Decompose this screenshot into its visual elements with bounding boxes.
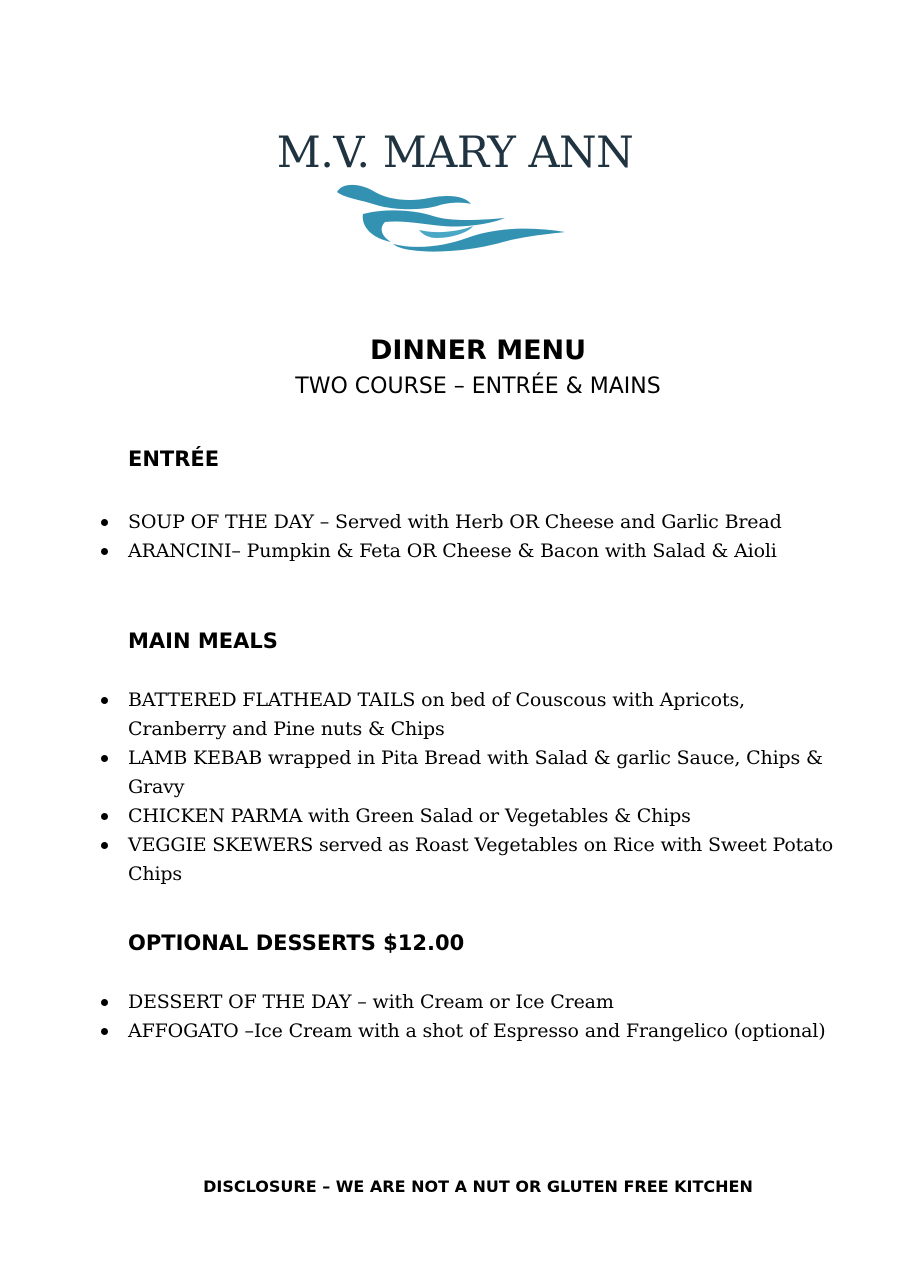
bullet-icon [101, 519, 108, 526]
desserts-list [128, 988, 840, 1046]
list-item [128, 537, 840, 566]
bullet-icon [101, 999, 108, 1006]
list-item [128, 988, 840, 1017]
bullet-icon [101, 548, 108, 555]
list-item [128, 802, 840, 831]
menu-item-text: CHICKEN PARMA with Green Salad or Vegetables & Chips [128, 805, 691, 827]
page-subtitle: TWO COURSE – ENTRÉE & MAINS [295, 374, 661, 399]
section-heading-entree: ENTRÉE [128, 447, 220, 471]
menu-item-text: VEGGIE SKEWERS served as Roast Vegetables on Rice with Sweet Potato Chips [128, 834, 834, 885]
bullet-icon [101, 1028, 108, 1035]
page-title: DINNER MENU [369, 335, 587, 366]
menu-item-text: ARANCINI– Pumpkin & Feta OR Cheese & Bacon with Salad & Aioli [128, 540, 777, 562]
menu-item-text: SOUP OF THE DAY – Served with Herb OR Cheese and Garlic Bread [128, 511, 782, 533]
section-heading-desserts: OPTIONAL DESSERTS $12.00 [128, 931, 465, 955]
menu-item-text: AFFOGATO –Ice Cream with a shot of Espresso and Frangelico (optional) [128, 1020, 826, 1042]
list-item [128, 508, 840, 537]
menu-item-text: DESSERT OF THE DAY – with Cream or Ice Cream [128, 991, 614, 1013]
list-item [128, 831, 840, 889]
bullet-icon [101, 842, 108, 849]
main-meals-list [128, 686, 840, 889]
bullet-icon [101, 755, 108, 762]
wave-logo-icon [333, 180, 578, 258]
list-item [128, 686, 840, 744]
disclosure-note: DISCLOSURE – WE ARE NOT A NUT OR GLUTEN FREE KITCHEN [203, 1177, 753, 1196]
logo [265, 128, 645, 258]
list-item [128, 744, 840, 802]
logo-wordmark: M.V. MARY ANN [276, 128, 634, 178]
bullet-icon [101, 813, 108, 820]
list-item [128, 1017, 840, 1046]
entree-list [128, 508, 840, 566]
bullet-icon [101, 697, 108, 704]
section-heading-main-meals: MAIN MEALS [128, 629, 278, 653]
menu-item-text: BATTERED FLATHEAD TAILS on bed of Couscous with Apricots, Cranberry and Pine nuts & Chips [128, 689, 745, 740]
menu-item-text: LAMB KEBAB wrapped in Pita Bread with Salad & garlic Sauce, Chips & Gravy [128, 747, 823, 798]
